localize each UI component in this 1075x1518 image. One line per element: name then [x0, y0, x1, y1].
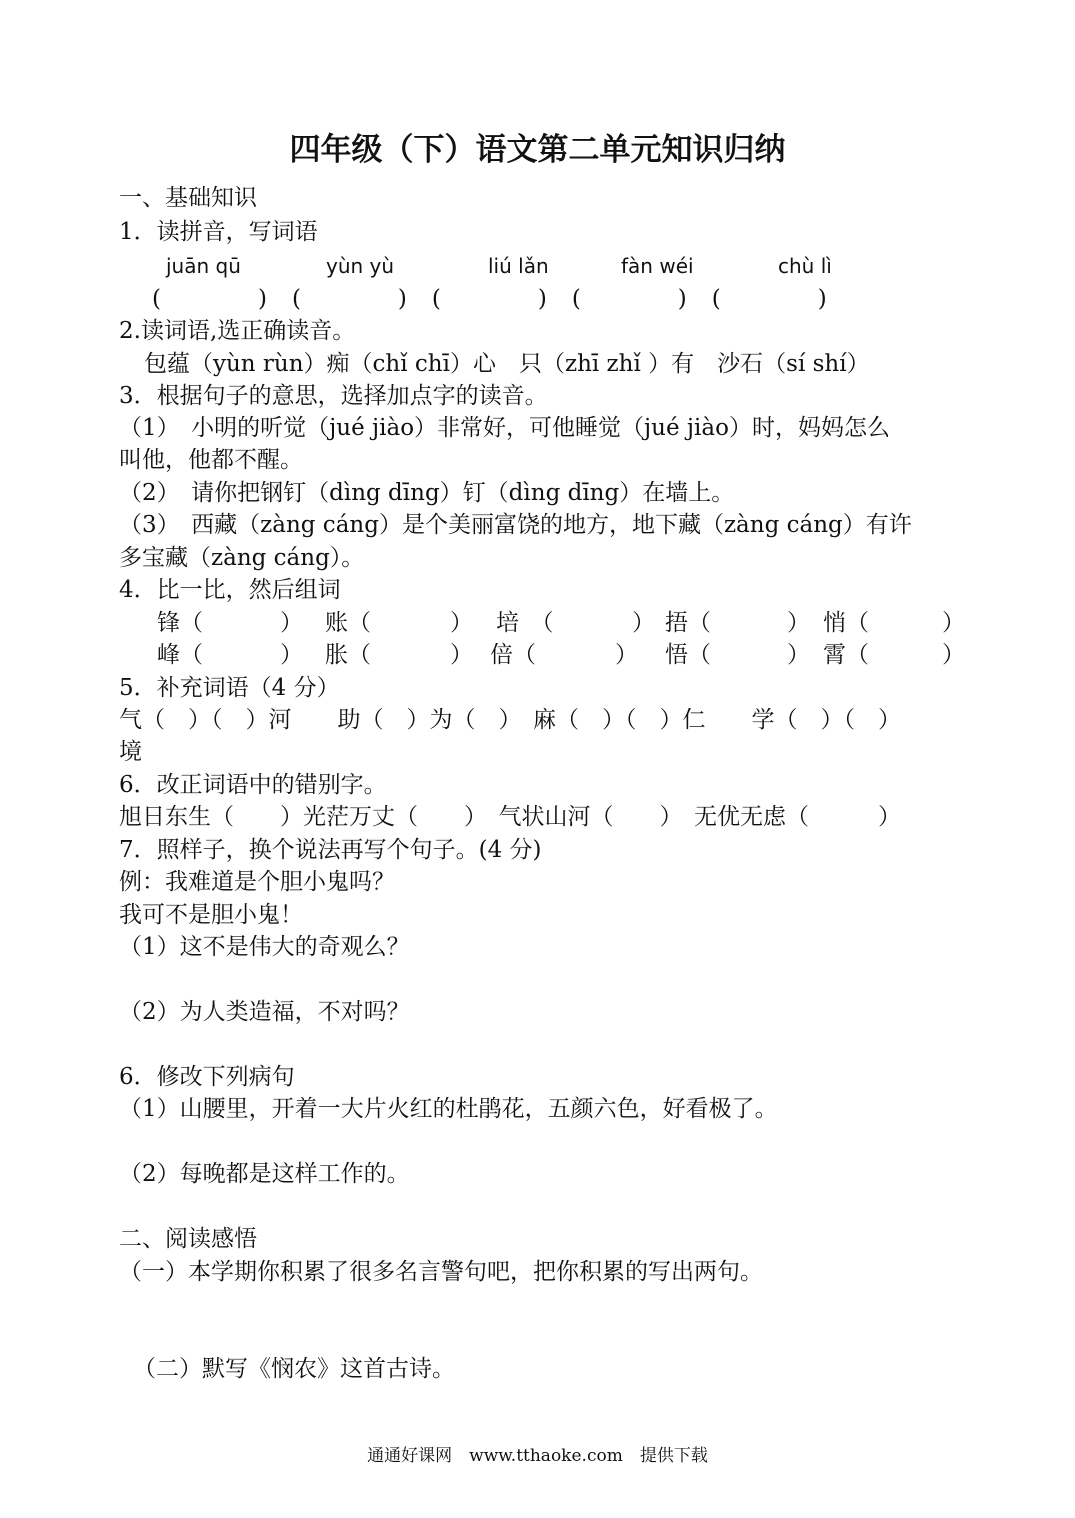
q5-line1: 气（ ）（ ）河 助（ ）为（ ） 麻（ ）（ ）仁 学（ ）（ ） [119, 707, 901, 733]
q4-r1-c3: 培 （ [496, 610, 554, 636]
q8-item-2: （2）每晚都是这样工作的。 [119, 1161, 410, 1187]
q5-line2: 境 [119, 739, 142, 765]
q4-r1-c2: 账（ [325, 610, 371, 636]
q4-r2-c2: 胀（ [325, 642, 371, 668]
q4-r1-c4: 捂（ [665, 610, 711, 636]
q4-r1-c1: 锋（ [157, 610, 203, 636]
q4-r2-c5: 霄（ [823, 642, 869, 668]
q3-label: 3．根据句子的意思，选择加点字的读音。 [119, 383, 548, 409]
q2-label: 2.读词语,选正确读音。 [119, 318, 356, 344]
page-title: 四年级（下）语文第二单元知识归纳 [289, 132, 786, 168]
q4-r1-c3-close: ） [632, 610, 655, 636]
q1-pinyin-5: chù lì [778, 254, 832, 278]
q8-item-1: （1）山腰里，开着一大片火红的杜鹃花，五颜六色，好看极了。 [119, 1096, 778, 1122]
q4-r2-c5-close: ） [942, 642, 965, 668]
q3-item-2: （2） 请你把钢钉（dìng dīng）钉（dìng dīng）在墙上。 [119, 480, 735, 506]
section2-item-2: （二）默写《悯农》这首古诗。 [133, 1356, 455, 1382]
q4-r2-c4-close: ） [787, 642, 810, 668]
section1-heading: 一、基础知识 [119, 185, 257, 211]
q6-label: 6．改正词语中的错别字。 [119, 772, 387, 798]
q4-label: 4．比一比，然后组词 [119, 577, 341, 603]
q1-pinyin-4: fàn wéi [621, 254, 694, 278]
q3-item-1-cont: 叫他，他都不醒。 [119, 447, 303, 473]
q4-r1-c5: 悄（ [823, 610, 869, 636]
q8-label: 6．修改下列病句 [119, 1064, 295, 1090]
q1-pinyin-3: liú lǎn [488, 254, 549, 278]
q1-blanks: ( ) ( ) ( ) ( ) ( ) [152, 286, 828, 312]
q4-r2-c3-close: ） [615, 642, 638, 668]
q1-label: 1．读拼音，写词语 [119, 219, 318, 245]
q1-pinyin-2: yùn yù [326, 254, 395, 278]
q7-item-1: （1）这不是伟大的奇观么？ [119, 934, 410, 960]
q4-r2-c4: 悟（ [665, 642, 711, 668]
q5-label: 5．补充词语（4 分） [119, 675, 340, 701]
section2-item-1: （一）本学期你积累了很多名言警句吧，把你积累的写出两句。 [119, 1259, 763, 1285]
q4-r1-c2-close: ） [450, 610, 473, 636]
q3-item-3-cont: 多宝藏（zàng cáng）。 [119, 545, 365, 571]
section2-heading: 二、阅读感悟 [119, 1226, 257, 1252]
q3-item-3: （3） 西藏（zàng cáng）是个美丽富饶的地方，地下藏（zàng cáng）有许 [119, 512, 912, 538]
q7-label: 7．照样子，换个说法再写个句子。(4 分) [119, 837, 542, 863]
q4-r2-c2-close: ） [450, 642, 473, 668]
q4-r1-c4-close: ） [787, 610, 810, 636]
q7-item-2: （2）为人类造福，不对吗？ [119, 999, 410, 1025]
q4-r1-c1-close: ） [280, 610, 303, 636]
q2-line: 包蕴（yùn rùn）痴（chǐ chī）心 只（zhī zhǐ ）有 沙石（sí shí） [144, 351, 870, 377]
q4-r1-c5-close: ） [942, 610, 965, 636]
q7-example-2: 我可不是胆小鬼！ [119, 902, 303, 928]
q6-line: 旭日东生（ ）光茫万丈（ ） 气状山河（ ） 无优无虑（ ） [119, 804, 901, 830]
q7-example-1: 例：我难道是个胆小鬼吗？ [119, 869, 395, 895]
q4-r2-c1: 峰（ [157, 642, 203, 668]
q1-pinyin-1: juān qū [166, 254, 241, 278]
page-footer: 通通好课网 www.tthaoke.com 提供下载 [367, 1446, 708, 1466]
q3-item-1: （1） 小明的听觉（jué jiào）非常好，可他睡觉（jué jiào）时，妈妈怎么 [119, 415, 890, 441]
q4-r2-c3: 倍（ [490, 642, 536, 668]
q4-r2-c1-close: ） [280, 642, 303, 668]
